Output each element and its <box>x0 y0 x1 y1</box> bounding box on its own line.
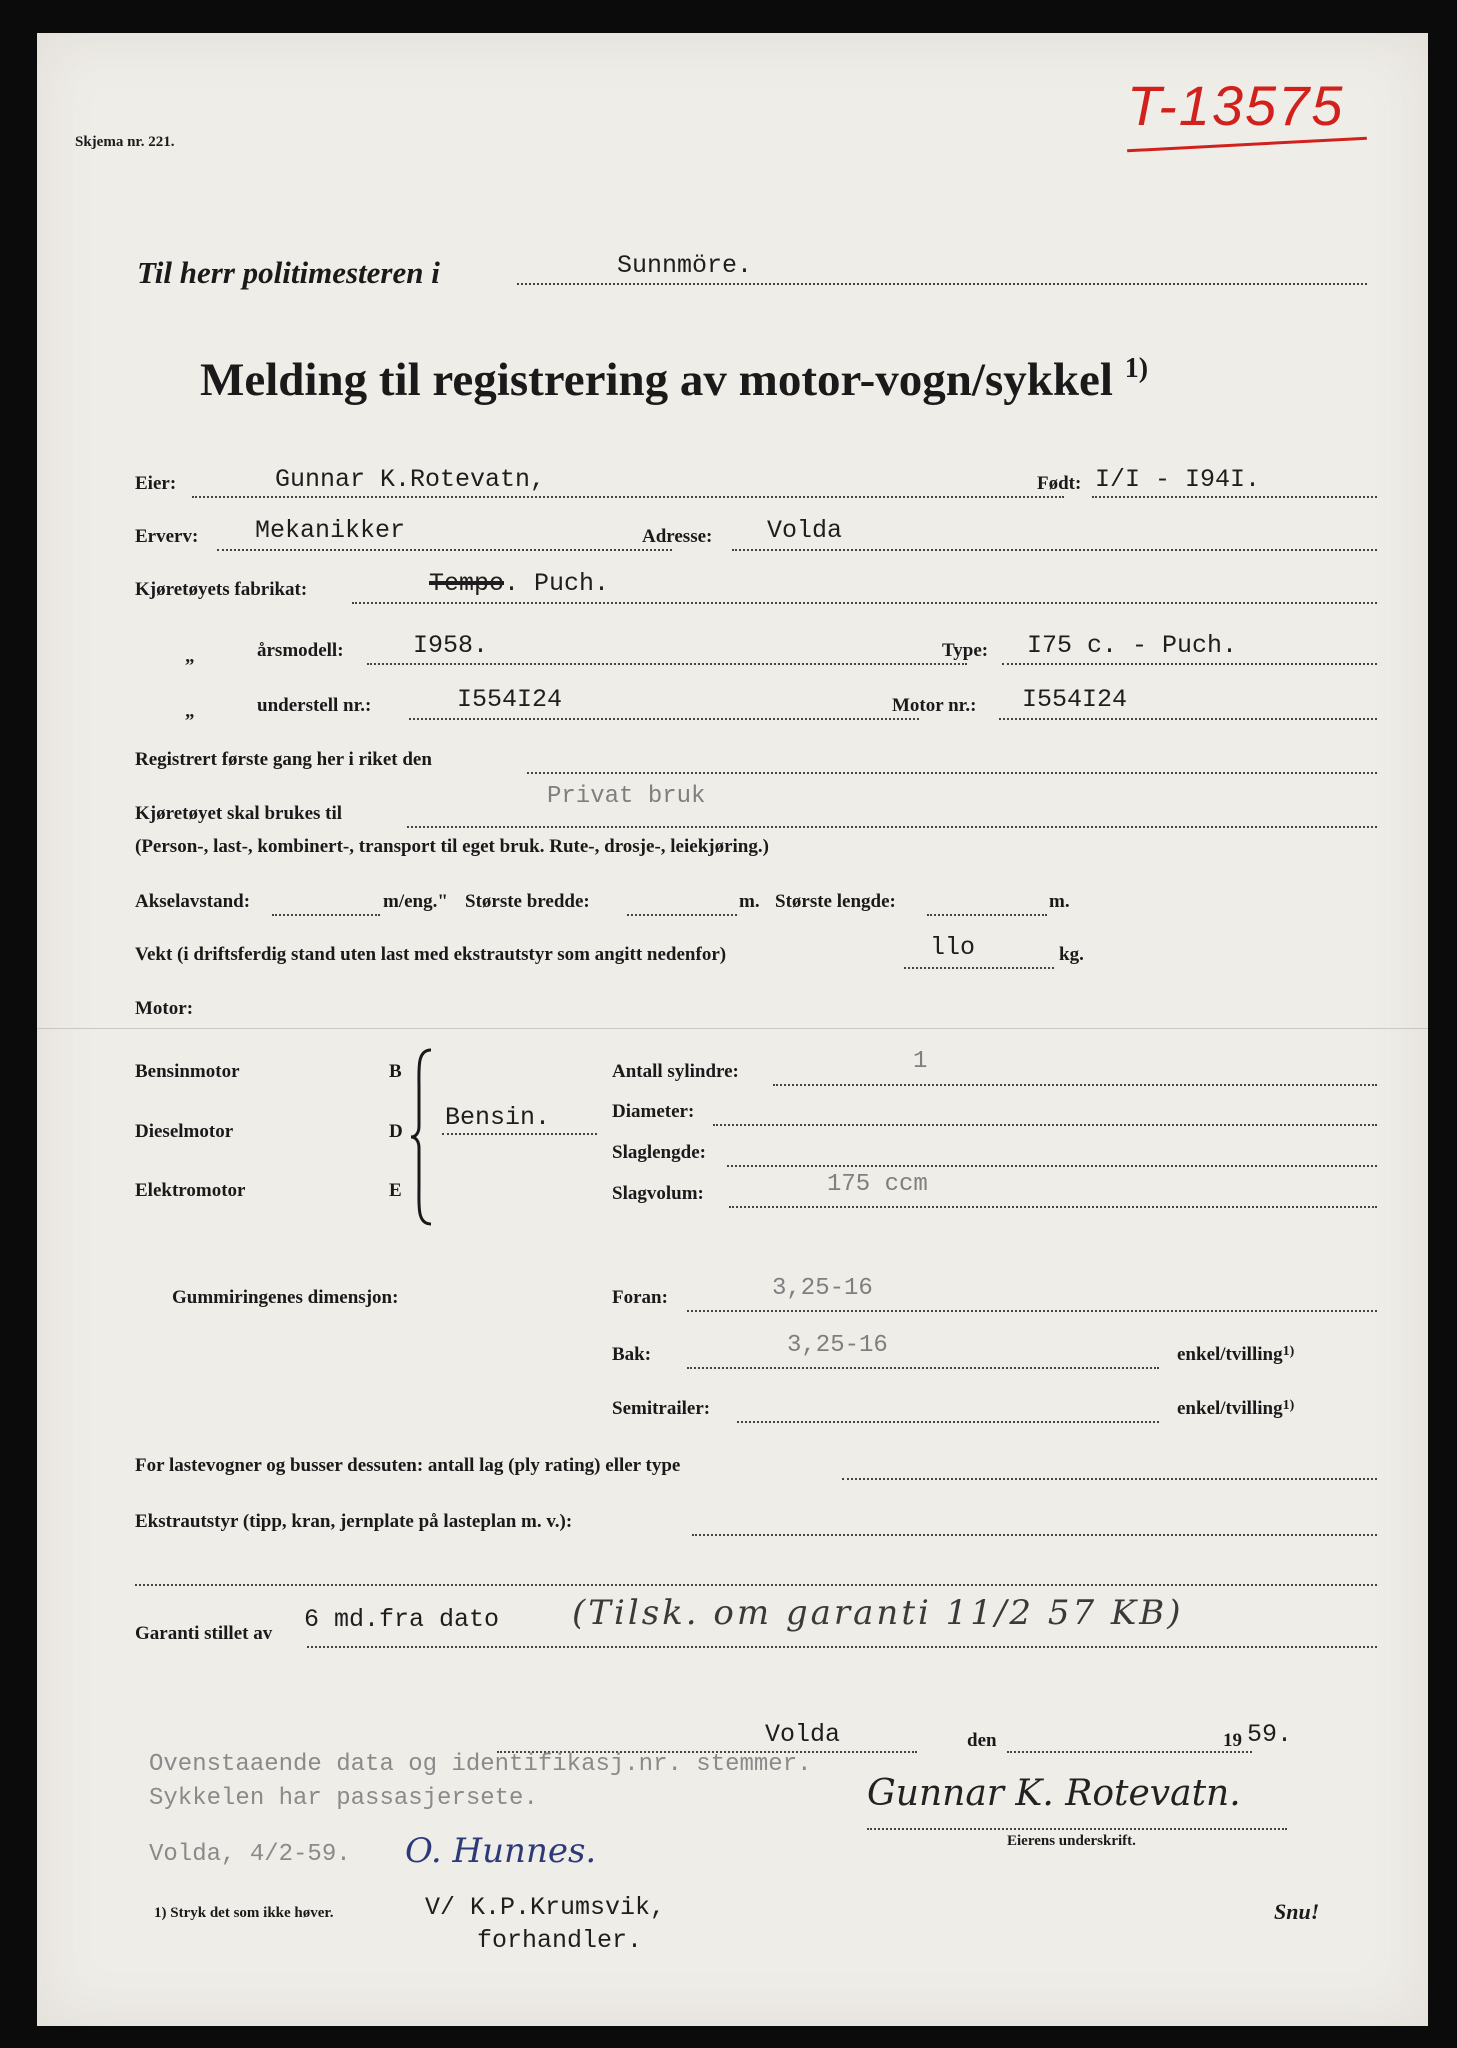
stamp-line-2: Sykkelen har passasjersete. <box>149 1785 538 1812</box>
fabrikat-text: . Puch. <box>504 569 610 598</box>
motor-type-e: Elektromotor <box>135 1180 246 1201</box>
eier-line <box>192 496 1064 498</box>
brukes-label: Kjøretøyet skal brukes til <box>135 803 343 824</box>
foran-line <box>687 1310 1377 1312</box>
form-page <box>37 33 1428 2026</box>
slagvolum-label: Slagvolum: <box>612 1183 704 1204</box>
diameter-label: Diameter: <box>612 1101 695 1122</box>
stamp-sign: O. Hunnes. <box>405 1831 597 1871</box>
arsmodell-label: årsmodell: <box>257 640 344 661</box>
adresse-line <box>732 549 1377 551</box>
addressee-value: Sunnmöre. <box>617 251 753 280</box>
ditto-mark: „ <box>185 646 195 667</box>
slagvolum-value: 175 ccm <box>827 1171 928 1198</box>
arsmodell-line <box>367 663 967 665</box>
motor-nr-label: Motor nr.: <box>892 695 977 716</box>
year-suffix: 59. <box>1247 1720 1293 1749</box>
sylindre-label: Antall sylindre: <box>612 1061 739 1082</box>
eier-label: Eier: <box>135 473 177 494</box>
slagvolum-line <box>729 1206 1377 1208</box>
owner-signature-line <box>867 1828 1287 1830</box>
schema-number: Skjema nr. 221. <box>75 134 175 150</box>
garanti-value: 6 md.fra dato <box>304 1605 500 1634</box>
lengde-line <box>927 914 1047 916</box>
lastevogner-line <box>842 1478 1377 1480</box>
brukes-value: Privat bruk <box>547 783 706 810</box>
bak-enkel <box>1177 1344 1294 1366</box>
place-value: Volda <box>765 1720 841 1749</box>
erverv-value: Mekanikker <box>255 516 406 545</box>
form-title <box>200 353 1148 407</box>
motor-type-d: Dieselmotor <box>135 1121 234 1142</box>
bak-line <box>687 1367 1159 1369</box>
fold-line <box>37 1028 1428 1029</box>
semitrailer-enkel-text: enkel/tvilling <box>1177 1398 1283 1419</box>
brukes-line <box>407 826 1377 828</box>
semitrailer-line <box>737 1421 1159 1423</box>
motor-type-b: Bensinmotor <box>135 1061 240 1082</box>
stamp-line-1: Ovenstaaende data og identifikasj.nr. stemmer. <box>149 1751 812 1778</box>
ekstrautstyr-label: Ekstrautstyr (tipp, kran, jernplate på lasteplan m. v.): <box>135 1511 573 1532</box>
form-title-note: 1) <box>1124 353 1149 384</box>
semitrailer-enkel <box>1177 1398 1294 1420</box>
aksel-label: Akselavstand: <box>135 891 251 912</box>
fuel-value: Bensin. <box>445 1103 551 1132</box>
garanti-label: Garanti stillet av <box>135 1623 273 1644</box>
footer-note: 1) Stryk det som ikke høver. <box>154 1905 334 1921</box>
motor-code-b: B <box>389 1061 402 1082</box>
bak-value: 3,25-16 <box>787 1332 888 1359</box>
diameter-line <box>713 1124 1377 1126</box>
fabrikat-struck: Tempo <box>429 569 505 598</box>
registrert-label: Registrert første gang her i riket den <box>135 749 432 770</box>
bak-enkel-text: enkel/tvilling <box>1177 1344 1283 1365</box>
owner-signature: Gunnar K. Rotevatn. <box>867 1773 1241 1814</box>
motor-label: Motor: <box>135 998 194 1019</box>
lengde-label: Største lengde: <box>775 891 896 912</box>
eier-value: Gunnar K.Rotevatn, <box>275 465 546 494</box>
semitrailer-enkel-note: 1) <box>1282 1398 1295 1413</box>
motor-code-e: E <box>389 1180 402 1201</box>
garanti-line <box>307 1646 1377 1648</box>
year-prefix: 19 <box>1223 1730 1242 1751</box>
sylindre-value: 1 <box>913 1048 928 1075</box>
sylindre-line <box>773 1084 1377 1086</box>
dealer-line-2: forhandler. <box>477 1926 643 1955</box>
aksel-line <box>272 914 380 916</box>
vekt-label: Vekt (i driftsferdig stand uten last med ekstrautstyr som angitt nedenfor) <box>135 944 727 965</box>
fabrikat-label: Kjøretøyets fabrikat: <box>135 579 308 600</box>
fodt-line <box>1092 496 1377 498</box>
slaglengde-line <box>727 1165 1377 1167</box>
date-line <box>1007 1751 1252 1753</box>
slaglengde-label: Slaglengde: <box>612 1142 706 1163</box>
erverv-label: Erverv: <box>135 526 199 547</box>
motor-nr-line <box>999 718 1377 720</box>
type-line <box>1002 663 1377 665</box>
stamp-date: Volda, 4/2-59. <box>149 1841 351 1868</box>
dealer-line-1: V/ K.P.Krumsvik, <box>425 1893 666 1922</box>
foran-value: 3,25-16 <box>772 1275 873 1302</box>
understell-value: I554I24 <box>457 685 563 714</box>
fabrikat-line <box>352 602 1377 604</box>
aksel-unit: m/eng." <box>383 891 448 912</box>
tyres-label: Gummiringenes dimensjon: <box>172 1287 399 1308</box>
addressee-line <box>517 283 1367 285</box>
understell-line <box>409 718 919 720</box>
erverv-line <box>217 549 672 551</box>
ekstrautstyr-line-2 <box>135 1584 1377 1586</box>
semitrailer-label: Semitrailer: <box>612 1398 711 1419</box>
motor-nr-value: I554I24 <box>1022 685 1128 714</box>
bredde-label: Største bredde: <box>465 891 590 912</box>
adresse-label: Adresse: <box>642 526 713 547</box>
type-label: Type: <box>942 640 989 661</box>
case-number: T-13575 <box>1127 74 1345 137</box>
fodt-label: Født: <box>1037 473 1082 494</box>
bredde-unit: m. <box>739 891 760 912</box>
type-value: I75 c. - Puch. <box>1027 631 1238 660</box>
fabrikat-value <box>429 569 609 598</box>
bak-enkel-note: 1) <box>1282 1344 1295 1359</box>
registrert-line <box>527 772 1377 774</box>
form-title-text: Melding til registrering av motor-vogn/sykkel <box>200 354 1113 406</box>
bredde-line <box>627 914 737 916</box>
arsmodell-value: I958. <box>413 631 489 660</box>
vekt-unit: kg. <box>1059 944 1084 965</box>
den-label: den <box>967 1730 997 1751</box>
lastevogner-label: For lastevogner og busser dessuten: antall lag (ply rating) eller type <box>135 1455 681 1476</box>
eierens-label: Eierens underskrift. <box>1007 1833 1136 1849</box>
brukes-hint: (Person-, last-, kombinert-, transport til eget bruk. Rute-, drosje-, leiekjøring.) <box>135 836 769 857</box>
vekt-value: llo <box>930 933 976 962</box>
addressee-label: Til herr politimesteren i <box>137 255 440 290</box>
fodt-value: I/I - I94I. <box>1095 465 1261 494</box>
bak-label: Bak: <box>612 1344 652 1365</box>
garanti-note: (Tilsk. om garanti 11/2 57 KB) <box>572 1593 1184 1633</box>
lengde-unit: m. <box>1049 891 1070 912</box>
vekt-line <box>904 967 1054 969</box>
ekstrautstyr-line <box>692 1534 1377 1536</box>
snu-label: Snu! <box>1274 1899 1320 1924</box>
ditto-mark-2: „ <box>185 701 195 722</box>
motor-code-d: D <box>389 1121 403 1142</box>
adresse-value: Volda <box>767 516 843 545</box>
motor-brace <box>409 1048 449 1226</box>
understell-label: understell nr.: <box>257 695 372 716</box>
case-number-underline <box>1127 137 1367 153</box>
fuel-line <box>442 1133 597 1135</box>
foran-label: Foran: <box>612 1287 668 1308</box>
